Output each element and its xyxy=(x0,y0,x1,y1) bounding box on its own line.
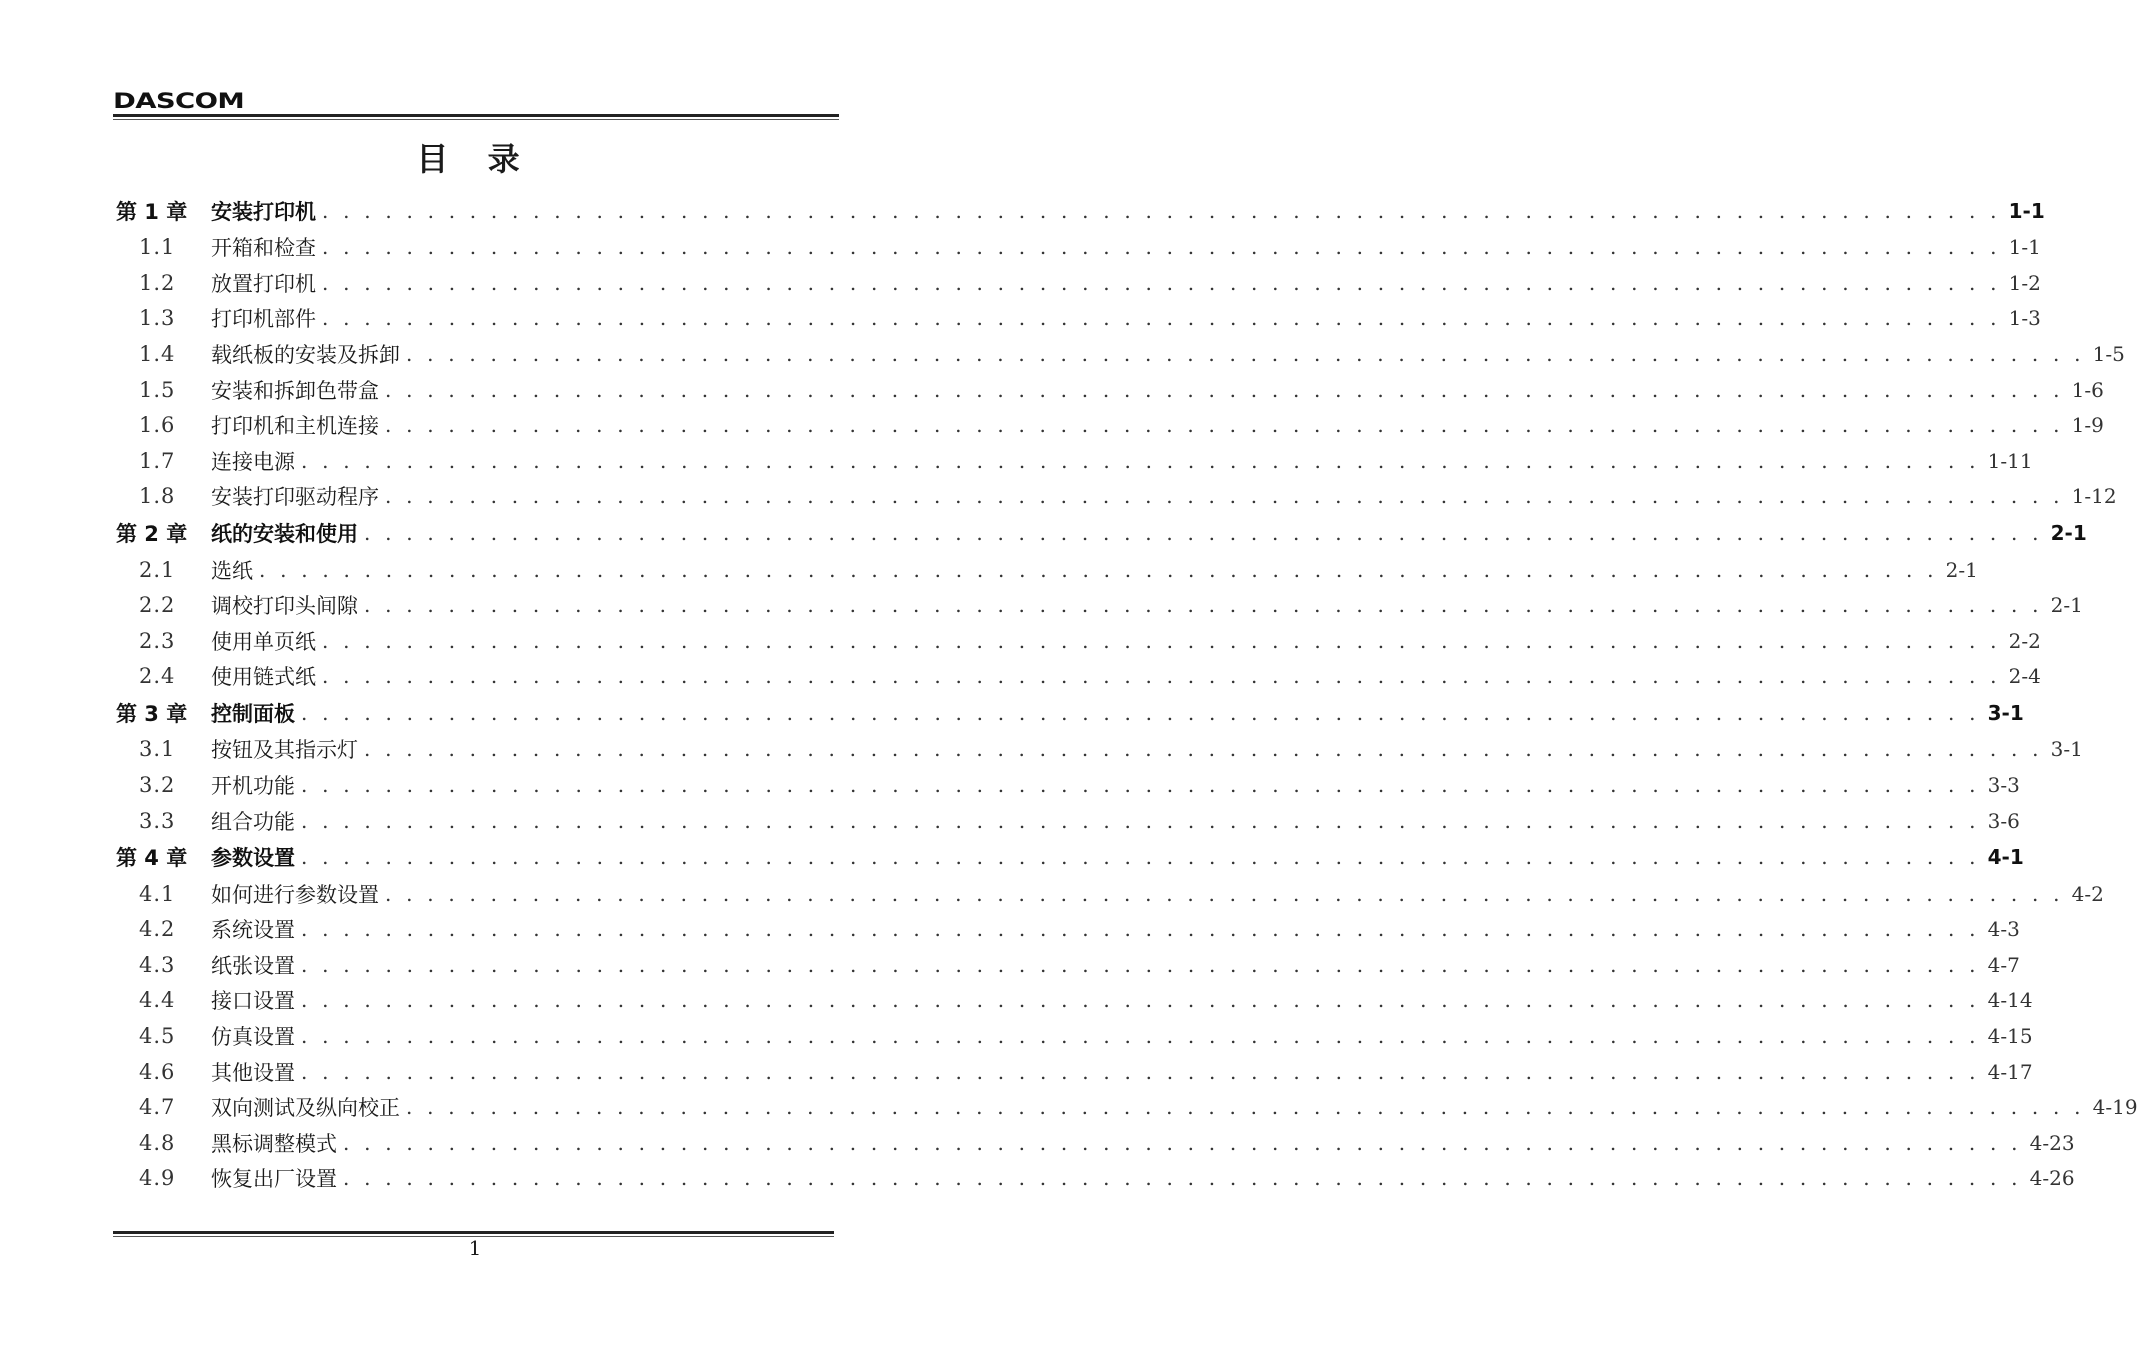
toc-section-entry[interactable] xyxy=(113,1125,2075,1161)
toc-leader-dots: . . . . . . . . . . . . . . . . . . . . . . . . . . . . . . . . . . . . . . . . . . . . . . . . . . . . . . . . . . . . . . . . . . . . . . . . . . . . . . . . xyxy=(406,342,2085,367)
toc-leader-dots: . . . . . . . . . . . . . . . . . . . . . . . . . . . . . . . . . . . . . . . . . . . . . . . . . . . . . . . . . . . . . . . . . . . . . . . . . . . . . . . . xyxy=(301,700,1980,725)
toc-section-entry[interactable] xyxy=(113,372,2104,408)
header-rule xyxy=(113,114,839,117)
toc-entry-page: 4-3 xyxy=(1987,917,2020,942)
table-of-contents xyxy=(113,192,2138,1196)
header-rule-thin xyxy=(113,119,839,120)
toc-entry-number: 2.2 xyxy=(139,593,176,618)
toc-entry-number: 3.1 xyxy=(139,737,176,762)
toc-entry-number: 第 2 章 xyxy=(116,522,188,546)
toc-section-entry[interactable] xyxy=(113,301,2041,337)
toc-section-entry[interactable] xyxy=(113,876,2104,912)
toc-section-entry[interactable] xyxy=(113,767,2020,803)
toc-section-entry[interactable] xyxy=(113,947,2020,983)
toc-section-entry[interactable] xyxy=(113,230,2041,266)
toc-entry-number: 第 3 章 xyxy=(116,701,188,726)
toc-entry-number: 2.4 xyxy=(139,664,176,689)
toc-entry-page: 3-3 xyxy=(1987,773,2020,798)
toc-entry-page: 4-14 xyxy=(1987,988,2033,1013)
toc-entry-number: 4.6 xyxy=(139,1059,176,1084)
toc-chapter-entry[interactable] xyxy=(113,694,2024,732)
toc-entry-title: 按钮及其指示灯 xyxy=(211,738,358,763)
toc-entry-page: 1-9 xyxy=(2071,413,2104,438)
toc-leader-dots: . . . . . . . . . . . . . . . . . . . . . . . . . . . . . . . . . . . . . . . . . . . . . . . . . . . . . . . . . . . . . . . . . . . . . . . . . . . . . . . . xyxy=(301,845,1980,870)
toc-entry-title: 连接电源 xyxy=(211,449,295,474)
toc-entry-number: 1.8 xyxy=(139,484,176,509)
toc-leader-dots: . . . . . . . . . . . . . . . . . . . . . . . . . . . . . . . . . . . . . . . . . . . . . . . . . . . . . . . . . . . . . . . . . . . . . . . . . . . . . . . . xyxy=(301,988,1980,1013)
toc-leader-dots: . . . . . . . . . . . . . . . . . . . . . . . . . . . . . . . . . . . . . . . . . . . . . . . . . . . . . . . . . . . . . . . . . . . . . . . . . . . . . . . . xyxy=(343,1130,2022,1155)
page-number: 1 xyxy=(468,1236,482,1260)
toc-leader-dots: . . . . . . . . . . . . . . . . . . . . . . . . . . . . . . . . . . . . . . . . . . . . . . . . . . . . . . . . . . . . . . . . . . . . . . . . . . . . . . . . xyxy=(301,773,1980,798)
toc-leader-dots: . . . . . . . . . . . . . . . . . . . . . . . . . . . . . . . . . . . . . . . . . . . . . . . . . . . . . . . . . . . . . . . . . . . . . . . . . . . . . . . . xyxy=(322,198,2001,223)
toc-entry-page: 4-1 xyxy=(1987,845,2024,870)
toc-entry-number: 4.4 xyxy=(139,988,176,1013)
toc-section-entry[interactable] xyxy=(113,623,2041,659)
toc-leader-dots: . . . . . . . . . . . . . . . . . . . . . . . . . . . . . . . . . . . . . . . . . . . . . . . . . . . . . . . . . . . . . . . . . . . . . . . . . . . . . . . . xyxy=(322,664,2001,689)
toc-leader-dots: . . . . . . . . . . . . . . . . . . . . . . . . . . . . . . . . . . . . . . . . . . . . . . . . . . . . . . . . . . . . . . . . . . . . . . . . . . . . . . . . xyxy=(301,448,1980,473)
toc-section-entry[interactable] xyxy=(113,803,2020,839)
toc-leader-dots: . . . . . . . . . . . . . . . . . . . . . . . . . . . . . . . . . . . . . . . . . . . . . . . . . . . . . . . . . . . . . . . . . . . . . . . . . . . . . . . . xyxy=(301,808,1980,833)
toc-entry-number: 4.3 xyxy=(139,952,176,977)
toc-chapter-entry[interactable] xyxy=(113,514,2087,552)
toc-entry-page: 2-2 xyxy=(2008,628,2041,653)
toc-entry-title: 系统设置 xyxy=(211,918,295,943)
toc-section-entry[interactable] xyxy=(113,407,2104,443)
toc-entry-title: 纸的安装和使用 xyxy=(211,522,358,546)
toc-leader-dots: . . . . . . . . . . . . . . . . . . . . . . . . . . . . . . . . . . . . . . . . . . . . . . . . . . . . . . . . . . . . . . . . . . . . . . . . . . . . . . . . xyxy=(364,737,2043,762)
toc-entry-number: 1.2 xyxy=(139,270,176,295)
toc-leader-dots: . . . . . . . . . . . . . . . . . . . . . . . . . . . . . . . . . . . . . . . . . . . . . . . . . . . . . . . . . . . . . . . . . . . . . . . . . . . . . . . . xyxy=(364,521,2043,545)
toc-entry-page: 1-6 xyxy=(2071,377,2104,402)
toc-section-entry[interactable] xyxy=(113,265,2041,301)
toc-entry-page: 3-1 xyxy=(2050,737,2083,762)
toc-section-entry[interactable] xyxy=(113,659,2041,695)
toc-section-entry[interactable] xyxy=(113,912,2020,948)
toc-entry-title: 使用链式纸 xyxy=(211,665,316,690)
page-title: 目 录 xyxy=(416,140,534,178)
toc-entry-number: 4.9 xyxy=(139,1166,176,1191)
toc-entry-page: 4-7 xyxy=(1987,952,2020,977)
toc-entry-page: 2-1 xyxy=(1945,557,1978,582)
toc-entry-number: 1.4 xyxy=(139,342,176,367)
toc-leader-dots: . . . . . . . . . . . . . . . . . . . . . . . . . . . . . . . . . . . . . . . . . . . . . . . . . . . . . . . . . . . . . . . . . . . . . . . . . . . . . . . . xyxy=(322,270,2001,295)
toc-entry-number: 2.3 xyxy=(139,628,176,653)
toc-entry-page: 3-6 xyxy=(1987,808,2020,833)
toc-leader-dots: . . . . . . . . . . . . . . . . . . . . . . . . . . . . . . . . . . . . . . . . . . . . . . . . . . . . . . . . . . . . . . . . . . . . . . . . . . . . . . . . xyxy=(301,952,1980,977)
toc-entry-number: 1.6 xyxy=(139,413,176,438)
toc-entry-page: 4-2 xyxy=(2071,881,2104,906)
toc-entry-page: 2-1 xyxy=(2050,593,2083,618)
toc-entry-title: 调校打印头间隙 xyxy=(211,594,358,619)
toc-section-entry[interactable] xyxy=(113,732,2083,768)
toc-entry-number: 2.1 xyxy=(139,557,176,582)
toc-leader-dots: . . . . . . . . . . . . . . . . . . . . . . . . . . . . . . . . . . . . . . . . . . . . . . . . . . . . . . . . . . . . . . . . . . . . . . . . . . . . . . . . xyxy=(301,917,1980,942)
toc-chapter-entry[interactable] xyxy=(113,192,2045,230)
toc-entry-number: 1.3 xyxy=(139,306,176,331)
toc-section-entry[interactable] xyxy=(113,1161,2075,1197)
toc-leader-dots: . . . . . . . . . . . . . . . . . . . . . . . . . . . . . . . . . . . . . . . . . . . . . . . . . . . . . . . . . . . . . . . . . . . . . . . . . . . . . . . . xyxy=(301,1059,1980,1084)
toc-leader-dots: . . . . . . . . . . . . . . . . . . . . . . . . . . . . . . . . . . . . . . . . . . . . . . . . . . . . . . . . . . . . . . . . . . . . . . . . . . . . . . . . xyxy=(259,557,1938,582)
toc-entry-number: 1.1 xyxy=(139,235,176,260)
toc-entry-number: 3.2 xyxy=(139,773,176,798)
toc-entry-number: 第 4 章 xyxy=(116,846,188,871)
toc-entry-title: 接口设置 xyxy=(211,989,295,1014)
toc-section-entry[interactable] xyxy=(113,983,2033,1019)
toc-entry-page: 4-17 xyxy=(1987,1059,2033,1084)
toc-section-entry[interactable] xyxy=(113,1018,2033,1054)
toc-entry-number: 1.5 xyxy=(139,377,176,402)
toc-entry-title: 选纸 xyxy=(211,558,253,583)
toc-entry-title: 使用单页纸 xyxy=(211,629,316,654)
toc-entry-title: 打印机和主机连接 xyxy=(211,414,379,439)
toc-entry-page: 2-1 xyxy=(2050,521,2087,545)
toc-entry-number: 1.7 xyxy=(139,448,176,473)
toc-entry-page: 1-1 xyxy=(2008,235,2041,260)
toc-chapter-entry[interactable] xyxy=(113,838,2024,876)
toc-entry-page: 2-4 xyxy=(2008,664,2041,689)
toc-entry-number: 第 1 章 xyxy=(116,199,188,224)
toc-entry-title: 参数设置 xyxy=(211,846,295,871)
toc-entry-page: 4-26 xyxy=(2029,1166,2075,1191)
toc-entry-title: 安装打印机 xyxy=(211,199,316,224)
toc-entry-title: 仿真设置 xyxy=(211,1025,295,1050)
toc-entry-title: 载纸板的安装及拆卸 xyxy=(211,343,400,368)
toc-entry-page: 4-15 xyxy=(1987,1024,2033,1049)
toc-leader-dots: . . . . . . . . . . . . . . . . . . . . . . . . . . . . . . . . . . . . . . . . . . . . . . . . . . . . . . . . . . . . . . . . . . . . . . . . . . . . . . . . xyxy=(406,1095,2085,1120)
dascom-logo: DASCOM xyxy=(113,90,245,114)
toc-entry-title: 放置打印机 xyxy=(211,271,316,296)
toc-leader-dots: . . . . . . . . . . . . . . . . . . . . . . . . . . . . . . . . . . . . . . . . . . . . . . . . . . . . . . . . . . . . . . . . . . . . . . . . . . . . . . . . xyxy=(385,484,2064,509)
toc-entry-title: 黑标调整模式 xyxy=(211,1131,337,1156)
toc-entry-number: 4.8 xyxy=(139,1130,176,1155)
toc-leader-dots: . . . . . . . . . . . . . . . . . . . . . . . . . . . . . . . . . . . . . . . . . . . . . . . . . . . . . . . . . . . . . . . . . . . . . . . . . . . . . . . . xyxy=(343,1166,2022,1191)
toc-section-entry[interactable] xyxy=(113,587,2083,623)
toc-entry-page: 1-1 xyxy=(2008,198,2045,223)
footer-rule xyxy=(113,1231,834,1234)
toc-leader-dots: . . . . . . . . . . . . . . . . . . . . . . . . . . . . . . . . . . . . . . . . . . . . . . . . . . . . . . . . . . . . . . . . . . . . . . . . . . . . . . . . xyxy=(301,1024,1980,1049)
toc-entry-title: 双向测试及纵向校正 xyxy=(211,1096,400,1121)
toc-entry-page: 1-12 xyxy=(2071,484,2117,509)
toc-section-entry[interactable] xyxy=(113,479,2117,515)
toc-entry-page: 4-23 xyxy=(2029,1130,2075,1155)
toc-entry-title: 如何进行参数设置 xyxy=(211,882,379,907)
toc-entry-title: 纸张设置 xyxy=(211,953,295,978)
toc-leader-dots: . . . . . . . . . . . . . . . . . . . . . . . . . . . . . . . . . . . . . . . . . . . . . . . . . . . . . . . . . . . . . . . . . . . . . . . . . . . . . . . . xyxy=(322,235,2001,260)
toc-entry-page: 1-2 xyxy=(2008,270,2041,295)
toc-entry-title: 打印机部件 xyxy=(211,307,316,332)
toc-entry-page: 4-19 xyxy=(2092,1095,2138,1120)
toc-leader-dots: . . . . . . . . . . . . . . . . . . . . . . . . . . . . . . . . . . . . . . . . . . . . . . . . . . . . . . . . . . . . . . . . . . . . . . . . . . . . . . . . xyxy=(385,413,2064,438)
toc-entry-number: 4.1 xyxy=(139,881,176,906)
toc-section-entry[interactable] xyxy=(113,552,1978,588)
toc-entry-page: 1-3 xyxy=(2008,306,2041,331)
toc-entry-page: 3-1 xyxy=(1987,700,2024,725)
toc-leader-dots: . . . . . . . . . . . . . . . . . . . . . . . . . . . . . . . . . . . . . . . . . . . . . . . . . . . . . . . . . . . . . . . . . . . . . . . . . . . . . . . . xyxy=(364,593,2043,618)
toc-entry-page: 1-5 xyxy=(2092,342,2125,367)
toc-entry-title: 组合功能 xyxy=(211,809,295,834)
toc-section-entry[interactable] xyxy=(113,336,2125,372)
toc-section-entry[interactable] xyxy=(113,1054,2033,1090)
toc-leader-dots: . . . . . . . . . . . . . . . . . . . . . . . . . . . . . . . . . . . . . . . . . . . . . . . . . . . . . . . . . . . . . . . . . . . . . . . . . . . . . . . . xyxy=(322,306,2001,331)
toc-entry-title: 开箱和检查 xyxy=(211,236,316,261)
toc-section-entry[interactable] xyxy=(113,1089,2138,1125)
toc-entry-number: 4.2 xyxy=(139,917,176,942)
toc-entry-title: 安装打印驱动程序 xyxy=(211,485,379,510)
toc-entry-number: 4.7 xyxy=(139,1095,176,1120)
toc-entry-title: 控制面板 xyxy=(211,701,295,726)
toc-entry-title: 开机功能 xyxy=(211,774,295,799)
toc-leader-dots: . . . . . . . . . . . . . . . . . . . . . . . . . . . . . . . . . . . . . . . . . . . . . . . . . . . . . . . . . . . . . . . . . . . . . . . . . . . . . . . . xyxy=(385,881,2064,906)
toc-entry-page: 1-11 xyxy=(1987,448,2033,473)
toc-section-entry[interactable] xyxy=(113,443,2033,479)
toc-leader-dots: . . . . . . . . . . . . . . . . . . . . . . . . . . . . . . . . . . . . . . . . . . . . . . . . . . . . . . . . . . . . . . . . . . . . . . . . . . . . . . . . xyxy=(385,377,2064,402)
toc-leader-dots: . . . . . . . . . . . . . . . . . . . . . . . . . . . . . . . . . . . . . . . . . . . . . . . . . . . . . . . . . . . . . . . . . . . . . . . . . . . . . . . . xyxy=(322,628,2001,653)
toc-entry-title: 恢复出厂设置 xyxy=(211,1167,337,1192)
toc-entry-title: 其他设置 xyxy=(211,1060,295,1085)
toc-entry-number: 3.3 xyxy=(139,808,176,833)
toc-entry-number: 4.5 xyxy=(139,1024,176,1049)
toc-entry-title: 安装和拆卸色带盒 xyxy=(211,378,379,403)
